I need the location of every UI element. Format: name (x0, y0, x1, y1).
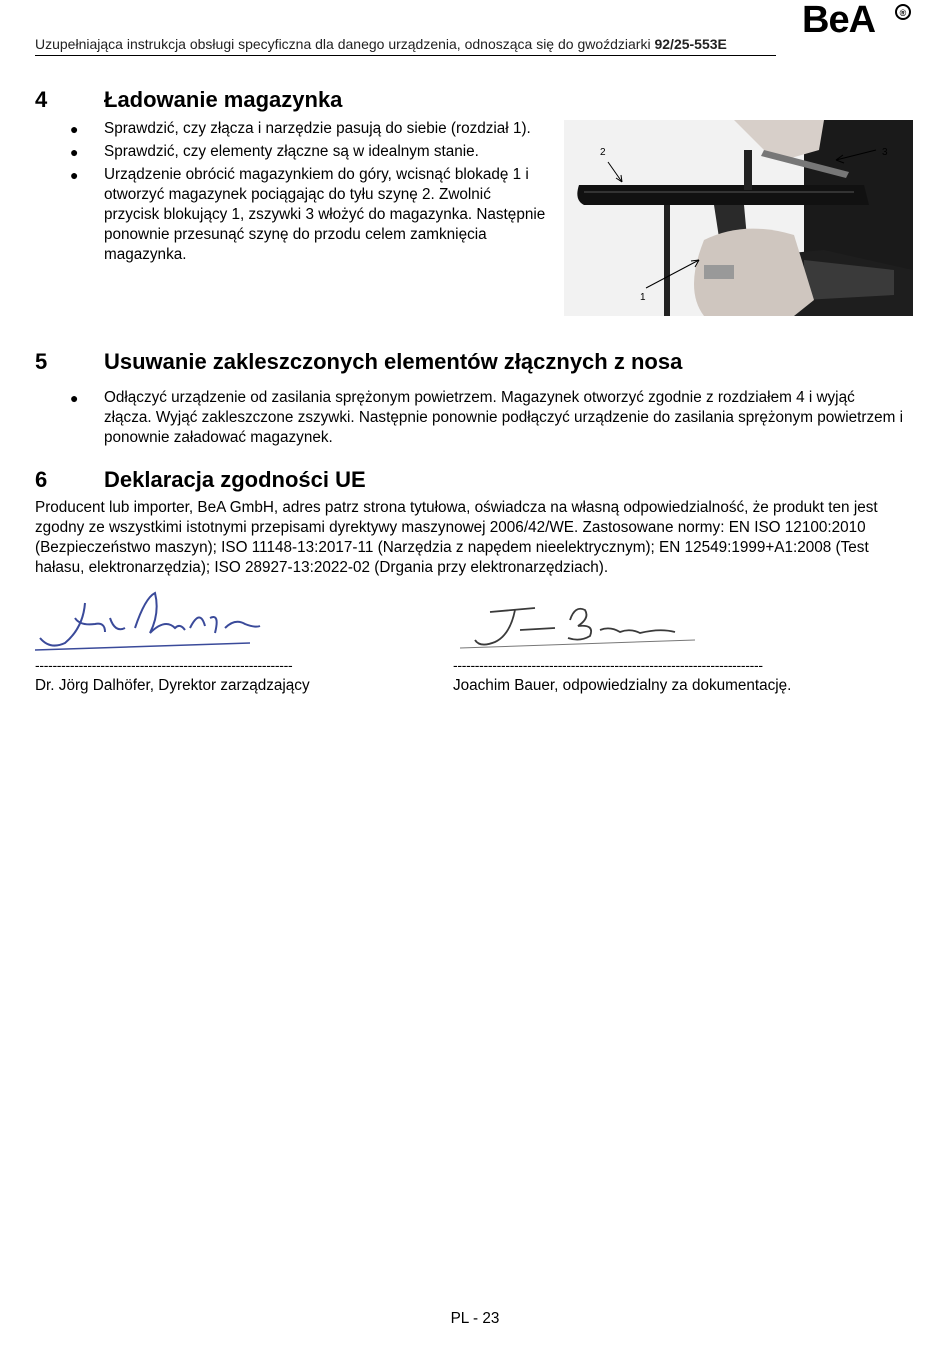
signature-left (35, 588, 265, 658)
signature-right (460, 600, 700, 660)
list-item (70, 388, 904, 448)
logo-text: BeA (802, 0, 876, 38)
signature-line-right: ----------------------------------------------------------------------- (453, 657, 763, 673)
section-4-title: Ładowanie magazynka (104, 87, 343, 112)
section-6-number: 6 (35, 467, 48, 492)
bullet-icon: ● (70, 390, 79, 406)
section-4-bullets (70, 119, 549, 268)
photo-label-1: 1 (640, 292, 646, 303)
signature-line-left: ----------------------------------------------------------- (35, 657, 293, 673)
bullet-text: Urządzenie obrócić magazynkiem do góry, wcisnąć blokadę 1 i otworzyć magazynek pociągając do tyłu szynę 2. Zwolnić przycisk blokujący 1, zszywki 3 włożyć do magazynka. Następnie ponownie przesunąć szynę do przodu celem zamknięcia magazynka. (104, 166, 546, 263)
section-4-number: 4 (35, 87, 48, 112)
header-model: 92/25-553E (654, 36, 727, 52)
bullet-icon: ● (70, 167, 79, 183)
header-rule (35, 55, 776, 56)
section-5-bullets (70, 388, 904, 451)
bullet-icon: ● (70, 144, 79, 160)
signatory-right: Joachim Bauer, odpowiedzialny za dokumentację. (453, 677, 792, 694)
signatory-left: Dr. Jörg Dalhöfer, Dyrektor zarządzający (35, 677, 310, 694)
bullet-icon: ● (70, 121, 79, 137)
logo-mark: ® (899, 8, 907, 18)
bullet-text: Sprawdzić, czy złącza i narzędzie pasują do siebie (rozdział 1). (104, 120, 531, 137)
list-item (70, 142, 549, 162)
bullet-text: Odłączyć urządzenie od zasilania sprężonym powietrzem. Magazynek otworzyć zgodnie z rozdziałem 4 i wyjąć złącza. Wyjąć zakleszczone zszywki. Następnie ponownie podłączyć urządzenie do zasilania sprężonym powietrzem i ponownie załadować magazynek. (104, 389, 904, 446)
header-text: Uzupełniająca instrukcja obsługi specyficzna dla danego urządzenia, odnosząca się do gwoździarki (35, 36, 651, 52)
photo-label-3: 3 (882, 147, 888, 158)
declaration-text: Producent lub importer, BeA GmbH, adres patrz strona tytułowa, oświadcza na własną odpowiedzialność, że produkt ten jest zgodny ze wszystkimi istotnymi przepisami dyrektywy maszynowej 2006/42/WE. Zastosowane normy: EN ISO 12100:2010 (Bezpieczeństwo maszyn); ISO 11148-13:2017-11 (Narzędzia z napędem nieelektrycznym); EN 12549:1999+A1:2008 (Test hałasu, elektronarzędzia); ISO 28927-13:2022-02 (Drgania przy elektronarzędziach). (35, 499, 878, 576)
photo-label-2: 2 (600, 147, 606, 158)
section-6-title: Deklaracja zgodności UE (104, 467, 366, 492)
nailer-photo (564, 120, 913, 316)
list-item (70, 165, 549, 265)
section-5-number: 5 (35, 349, 48, 374)
section-5-title: Usuwanie zakleszczonych elementów złącznych z nosa (104, 349, 683, 374)
bullet-text: Sprawdzić, czy elementy złączne są w idealnym stanie. (104, 143, 479, 160)
page-number: PL - 23 (450, 1310, 500, 1327)
running-header (35, 36, 727, 52)
bea-logo (800, 0, 915, 38)
list-item (70, 119, 549, 139)
